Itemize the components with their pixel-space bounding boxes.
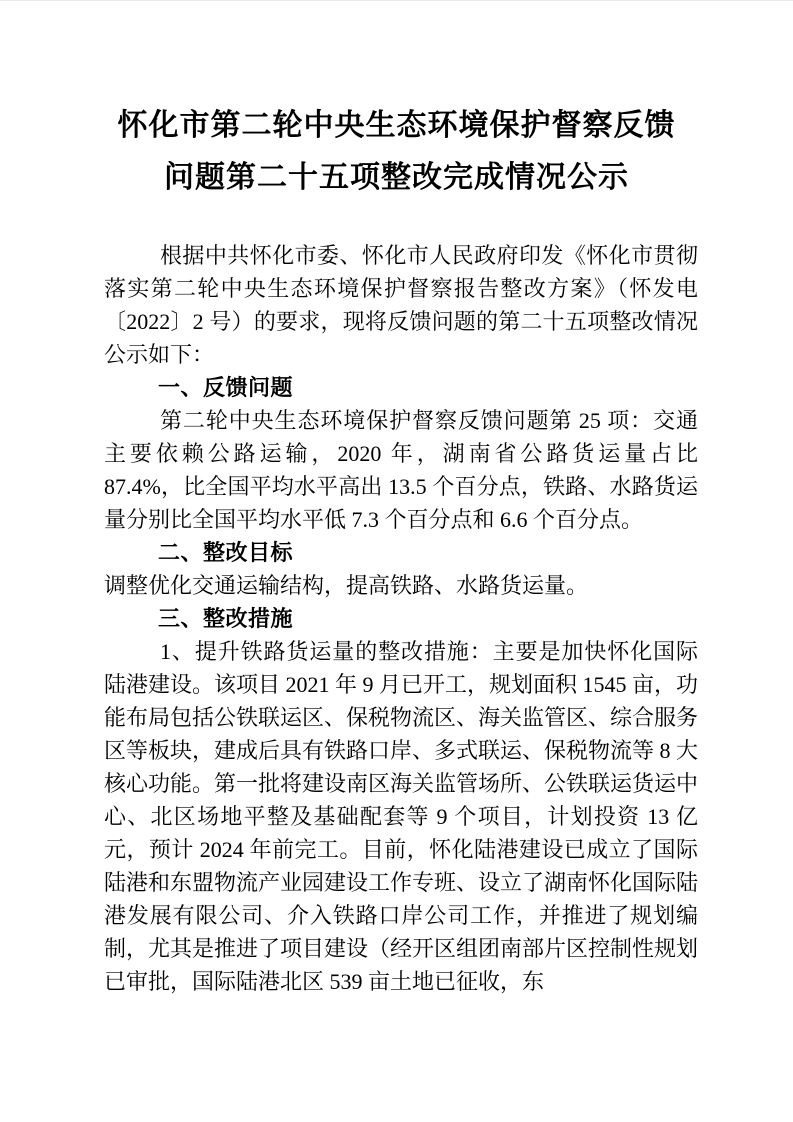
document-title-line-2: 问题第二十五项整改完成情况公示 (164, 161, 629, 194)
document-title (0, 100, 793, 204)
document-body (104, 239, 698, 998)
document-title-line-1: 怀化市第二轮中央生态环境保护督察反馈 (117, 109, 676, 142)
section-heading: 一、反馈问题 (158, 375, 294, 400)
section-heading: 二、整改目标 (158, 540, 294, 565)
body-paragraph: 第二轮中央生态环境保护督察反馈问题第 25 项：交通主要依赖公路运输，2020 年，湖南省公路货运量占比 87.4%，比全国平均水平高出 13.5 个百分点，铁路、水路货运量分别比全国平均水平低 7.3 个百分点和 6.6 个百分点。 (104, 408, 698, 532)
body-paragraph: 根据中共怀化市委、怀化市人民政府印发《怀化市贯彻落实第二轮中央生态环境保护督察报告整改方案》（怀发电〔2022〕2 号）的要求，现将反馈问题的第二十五项整改情况公示如下： (104, 243, 698, 367)
body-paragraph: 调整优化交通运输结构，提高铁路、水路货运量。 (104, 573, 589, 598)
section-heading: 三、整改措施 (158, 606, 294, 631)
body-paragraph: 1、提升铁路货运量的整改措施：主要是加快怀化国际陆港建设。该项目 2021 年 9 月已开工，规划面积 1545 亩，功能布局包括公铁联运区、保税物流区、海关监管区、综合服务区等板块，建成后具有铁路口岸、多式联运、保税物流等 8 大核心功能。第一批将建设南区海关监管场所、公铁联运货运中心、北区场地平整及基础配套等 9 个项目，计划投资 13 亿元，预计 2024 年前完工。目前，怀化陆港建设已成立了国际陆港和东盟物流产业园建设工作专班、设立了湖南怀化国际陆港发展有限公司、介入铁路口岸公司工作，并推进了规划编制，尤其是推进了项目建设（经开区组团南部片区控制性规划已审批，国际陆港北区 539 亩土地已征收，东 (104, 639, 699, 994)
